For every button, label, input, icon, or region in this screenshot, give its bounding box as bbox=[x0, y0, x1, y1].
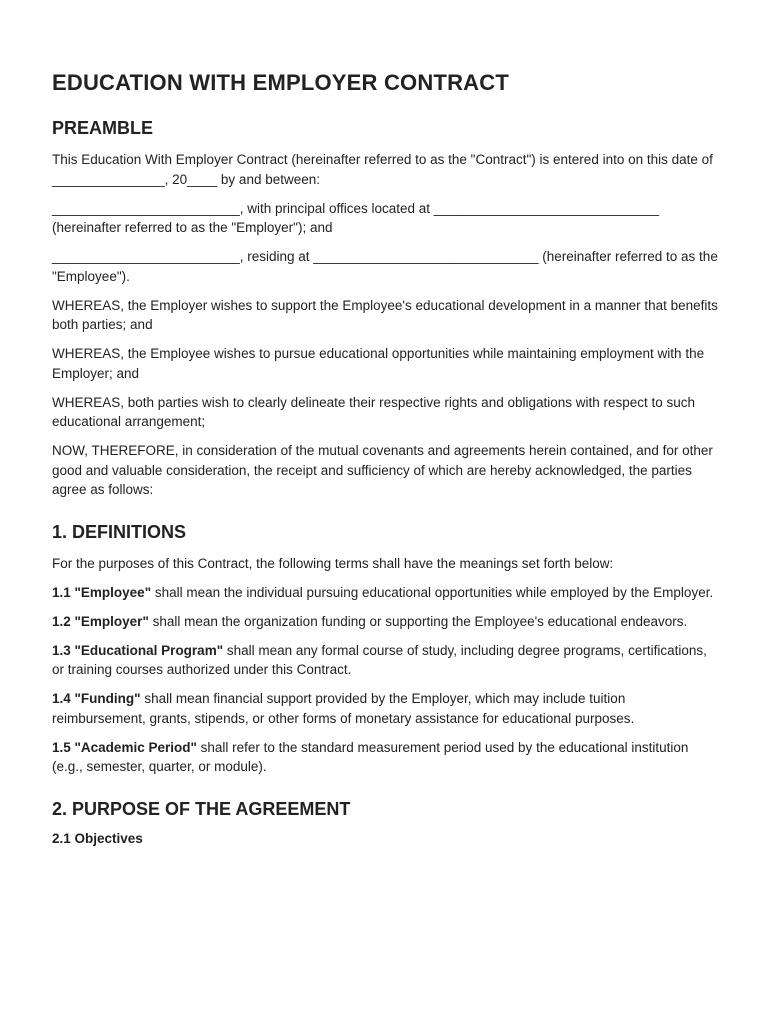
definition-item bbox=[52, 738, 718, 777]
definition-item bbox=[52, 612, 718, 632]
definition-text: shall mean any formal course of study, including degree programs, certifications, or training courses authorized under this Contract. bbox=[52, 642, 707, 677]
definitions-heading: 1. DEFINITIONS bbox=[52, 521, 187, 542]
definition-item bbox=[52, 641, 718, 680]
definition-item bbox=[52, 583, 718, 603]
definition-text: shall mean financial support provided by the Employer, which may include tuition reimbursement, grants, stipends, or other forms of monetary assistance for educational purposes. bbox=[52, 691, 635, 726]
definition-text: shall mean the individual pursuing educational opportunities while employed by the Employer. bbox=[151, 584, 714, 600]
definition-item bbox=[52, 689, 718, 728]
definition-term: 1.5 "Academic Period" bbox=[52, 739, 197, 755]
definition-term: 1.3 "Educational Program" bbox=[52, 642, 224, 658]
preamble-heading: PREAMBLE bbox=[52, 118, 154, 138]
party-employer: _________________________, with principal offices located at ______________________________ (hereinafter referred to as the "Employer"); and bbox=[52, 200, 660, 235]
definition-term: 1.4 "Funding" bbox=[52, 691, 141, 706]
party-employee: _________________________, residing at ______________________________ (hereinafter referred to as the "Employee"). bbox=[52, 249, 718, 284]
definition-term: 1.2 "Employer" bbox=[52, 613, 149, 629]
definition-text: shall mean the organization funding or supporting the Employee's educational endeavors. bbox=[148, 613, 688, 629]
definition-term: 1.1 "Employee" bbox=[52, 584, 152, 600]
objectives-subheading: 2.1 Objectives bbox=[52, 830, 143, 846]
document-title: EDUCATION WITH EMPLOYER CONTRACT bbox=[52, 70, 509, 95]
whereas-clause-3: WHEREAS, both parties wish to clearly delineate their respective rights and obligations with respect to such educational arrangement; bbox=[52, 394, 696, 429]
whereas-clause-2: WHEREAS, the Employee wishes to pursue educational opportunities while maintaining employment with the Employer; and bbox=[52, 346, 705, 381]
definition-text: shall refer to the standard measurement period used by the educational institution (e.g., semester, quarter, or module). bbox=[52, 739, 689, 774]
whereas-clause-1: WHEREAS, the Employer wishes to support the Employee's educational development in a manner that benefits both parties; and bbox=[52, 297, 718, 332]
now-therefore-clause: NOW, THEREFORE, in consideration of the mutual covenants and agreements herein contained, and for other good and valuable consideration, the receipt and sufficiency of which are hereby acknowledged, the parties agree as follows: bbox=[52, 443, 713, 497]
definitions-intro: For the purposes of this Contract, the following terms shall have the meanings set forth below: bbox=[52, 555, 614, 571]
preamble-intro: This Education With Employer Contract (hereinafter referred to as the "Contract") is entered into on this date of _______________, 20____ by and between: bbox=[52, 152, 713, 187]
purpose-heading: 2. PURPOSE OF THE AGREEMENT bbox=[52, 798, 351, 819]
